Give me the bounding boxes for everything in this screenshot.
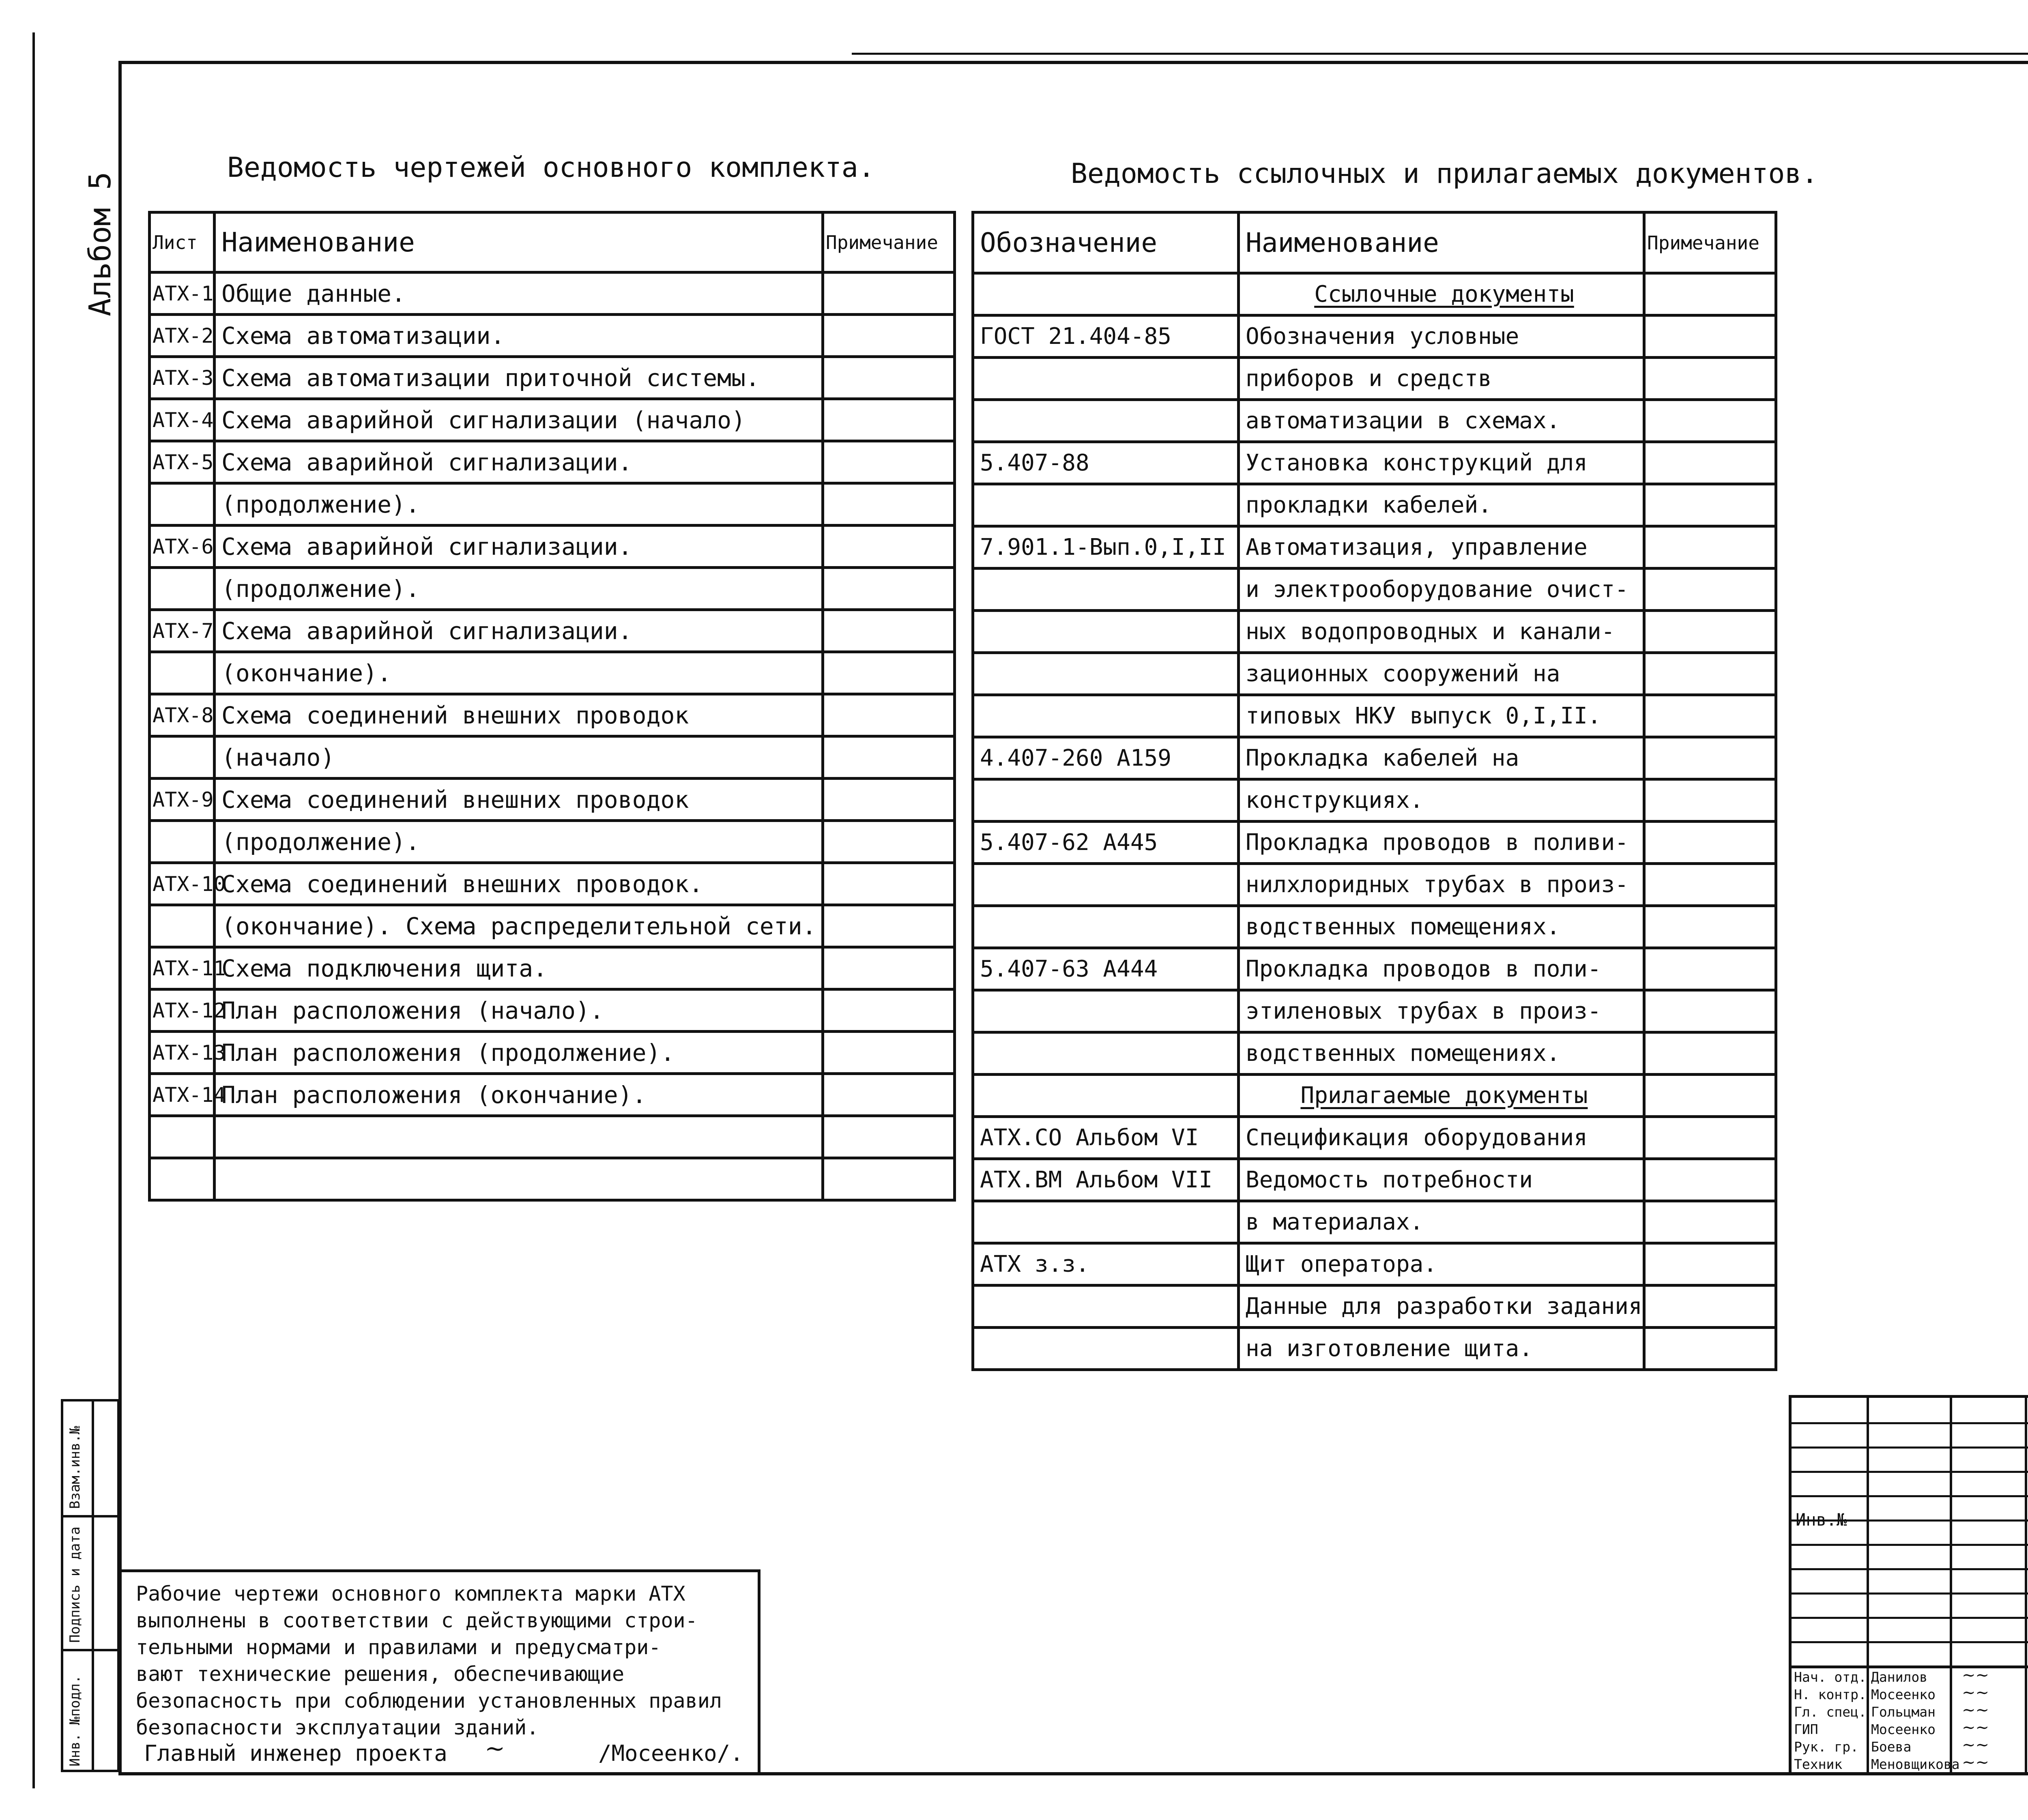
staff-name: Гольцман	[1871, 1704, 1936, 1720]
drawing-note	[823, 610, 955, 652]
reference-code	[973, 611, 1239, 653]
drawing-note	[823, 1116, 955, 1158]
reference-row	[973, 1328, 1776, 1370]
staff-role: ГИП	[1794, 1721, 1818, 1737]
staff-signature: ~~	[1962, 1718, 1989, 1737]
reference-code	[973, 484, 1239, 526]
reference-name: и электрооборудование очист-	[1239, 569, 1644, 611]
reference-note	[1644, 990, 1776, 1032]
drawing-name: (окончание).	[215, 652, 823, 694]
drawings-list-title: Ведомость чертежей основного комплекта.	[227, 152, 875, 184]
reference-name: прокладки кабелей.	[1239, 484, 1644, 526]
drawing-row	[150, 357, 955, 399]
reference-code: 5.407-63 А444	[973, 948, 1239, 990]
reference-row	[973, 1117, 1776, 1159]
reference-code: 4.407-260 А159	[973, 737, 1239, 779]
reference-name: Щит оператора.	[1239, 1243, 1644, 1286]
drawing-row	[150, 947, 955, 989]
reference-row	[973, 779, 1776, 822]
drawing-name: (продолжение).	[215, 483, 823, 526]
drawing-sheet	[150, 736, 215, 779]
reference-code: АТХ з.з.	[973, 1243, 1239, 1286]
drawing-note	[823, 526, 955, 568]
reference-name: Прокладка кабелей на	[1239, 737, 1644, 779]
reference-name: в материалах.	[1239, 1201, 1644, 1243]
reference-row	[973, 1159, 1776, 1201]
drawing-name	[215, 1158, 823, 1200]
staff-signature: ~~	[1962, 1753, 1989, 1772]
reference-name: зационных сооружений на	[1239, 653, 1644, 695]
reference-row	[973, 695, 1776, 737]
drawing-name: План расположения (начало).	[215, 989, 823, 1032]
drawing-sheet: АТХ-10	[150, 863, 215, 905]
top-trim-line	[852, 53, 2028, 55]
drawing-row	[150, 905, 955, 947]
reference-name: нилхлоридных трубах в произ-	[1239, 864, 1644, 906]
reference-row	[973, 653, 1776, 695]
reference-row	[973, 315, 1776, 358]
staff-name: Мосеенко	[1871, 1687, 1936, 1702]
drawing-name: Схема аварийной сигнализации.	[215, 526, 823, 568]
reference-code	[973, 1328, 1239, 1370]
reference-note	[1644, 1328, 1776, 1370]
note-block	[120, 1569, 760, 1772]
reference-note	[1644, 400, 1776, 442]
reference-code	[973, 695, 1239, 737]
drawing-name	[215, 1116, 823, 1158]
reference-row	[973, 569, 1776, 611]
staff-signature: ~~	[1962, 1683, 1989, 1702]
drawing-sheet: АТХ-14	[150, 1074, 215, 1116]
staff-role: Нач. отд.	[1794, 1669, 1867, 1685]
reference-row	[973, 1032, 1776, 1075]
drawings-header-row	[150, 212, 955, 273]
drawing-sheet	[150, 652, 215, 694]
staff-row	[1792, 1703, 2028, 1721]
reference-name: ных водопроводных и канали-	[1239, 611, 1644, 653]
drawing-name: Общие данные.	[215, 273, 823, 315]
drawing-row	[150, 694, 955, 736]
drawing-sheet: АТХ-7	[150, 610, 215, 652]
reference-name: этиленовых трубах в произ-	[1239, 990, 1644, 1032]
reference-row	[973, 400, 1776, 442]
reference-note	[1644, 948, 1776, 990]
reference-name: водственных помещениях.	[1239, 906, 1644, 948]
drawing-name: (продолжение).	[215, 821, 823, 863]
reference-code	[973, 1032, 1239, 1075]
album-label: Альбом 5	[83, 172, 118, 316]
drawing-row	[150, 315, 955, 357]
reference-code: АТХ.СО Альбом VI	[973, 1117, 1239, 1159]
drawing-row	[150, 399, 955, 441]
chief-engineer-name: /Мосеенко/.	[598, 1741, 743, 1766]
reference-row	[973, 611, 1776, 653]
reference-name: Спецификация оборудования	[1239, 1117, 1644, 1159]
stamp-sign-date: Подпись и дата	[67, 1526, 83, 1643]
reference-code	[973, 569, 1239, 611]
drawing-row	[150, 610, 955, 652]
drawing-sheet	[150, 1116, 215, 1158]
drawing-note	[823, 863, 955, 905]
drawing-row	[150, 821, 955, 863]
drawing-sheet: АТХ-11	[150, 947, 215, 989]
drawing-note	[823, 736, 955, 779]
reference-section-heading: Прилагаемые документы	[1239, 1075, 1644, 1117]
reference-header-row	[973, 212, 1776, 273]
reference-note	[1644, 779, 1776, 822]
drawing-note	[823, 1158, 955, 1200]
drawing-sheet: АТХ-8	[150, 694, 215, 736]
reference-note	[1644, 273, 1776, 315]
drawing-name: (продолжение).	[215, 568, 823, 610]
drawing-row	[150, 483, 955, 526]
drawing-sheet: АТХ-9	[150, 779, 215, 821]
reference-code: АТХ.ВМ Альбом VII	[973, 1159, 1239, 1201]
staff-row	[1792, 1718, 2028, 1738]
drawing-sheet	[150, 1158, 215, 1200]
reference-note	[1644, 1201, 1776, 1243]
drawing-row	[150, 863, 955, 905]
staff-role: Техник	[1794, 1756, 1843, 1772]
col-refname-header: Наименование	[1239, 212, 1644, 273]
drawing-name: (окончание). Схема распределительной сети.	[215, 905, 823, 947]
drawing-note	[823, 1032, 955, 1074]
staff-name: Данилов	[1871, 1669, 1928, 1685]
note-line: безопасность при соблюдении установленных правил	[136, 1689, 722, 1713]
note-line: выполнены в соответствии с действующими строи-	[136, 1609, 698, 1632]
inv-label: Инв.№	[1796, 1510, 1847, 1530]
drawing-sheet: АТХ-4	[150, 399, 215, 441]
drawing-note	[823, 947, 955, 989]
drawing-sheet: АТХ-13	[150, 1032, 215, 1074]
drawing-name: План расположения (продолжение).	[215, 1032, 823, 1074]
reference-row	[973, 737, 1776, 779]
reference-note	[1644, 569, 1776, 611]
reference-list-title: Ведомость ссылочных и прилагаемых документов.	[1071, 158, 1818, 190]
reference-note	[1644, 1117, 1776, 1159]
drawing-row	[150, 736, 955, 779]
left-stamp	[61, 1399, 120, 1772]
drawing-row	[150, 1032, 955, 1074]
stamp-inv: Инв. №подл.	[67, 1675, 83, 1766]
reference-code	[973, 906, 1239, 948]
drawing-sheet: АТХ-12	[150, 989, 215, 1032]
reference-code	[973, 400, 1239, 442]
reference-row	[973, 526, 1776, 569]
reference-note	[1644, 695, 1776, 737]
staff-name: Боева	[1871, 1739, 1912, 1755]
binding-line	[32, 32, 35, 1788]
chief-engineer-signature: ~	[485, 1734, 505, 1763]
reference-note	[1644, 1159, 1776, 1201]
drawing-row	[150, 1158, 955, 1200]
frame-top	[120, 61, 2028, 64]
drawing-sheet	[150, 483, 215, 526]
reference-row	[973, 864, 1776, 906]
staff-signature: ~~	[1962, 1736, 1989, 1754]
drawing-note	[823, 483, 955, 526]
staff-name: Мосеенко	[1871, 1721, 1936, 1737]
drawings-table	[148, 211, 956, 1202]
staff-list	[1792, 1668, 2028, 1773]
drawing-sheet	[150, 821, 215, 863]
drawing-note	[823, 399, 955, 441]
drawing-sheet: АТХ-6	[150, 526, 215, 568]
reference-note	[1644, 358, 1776, 400]
reference-note	[1644, 822, 1776, 864]
drawing-sheet: АТХ-1	[150, 273, 215, 315]
reference-name: Автоматизация, управление	[1239, 526, 1644, 569]
reference-section-row	[973, 273, 1776, 315]
reference-code	[973, 653, 1239, 695]
reference-row	[973, 442, 1776, 484]
drawing-note	[823, 821, 955, 863]
title-block	[1789, 1395, 2028, 1772]
reference-note	[1644, 737, 1776, 779]
reference-name: приборов и средств	[1239, 358, 1644, 400]
col-sheet-header: Лист	[150, 212, 215, 273]
drawing-note	[823, 694, 955, 736]
drawing-name: Схема соединений внешних проводок.	[215, 863, 823, 905]
reference-note	[1644, 1286, 1776, 1328]
reference-code	[973, 358, 1239, 400]
reference-body	[973, 273, 1776, 1370]
drawing-name: Схема подключения щита.	[215, 947, 823, 989]
reference-name: на изготовление щита.	[1239, 1328, 1644, 1370]
reference-row	[973, 822, 1776, 864]
staff-role: Гл. спец.	[1794, 1704, 1867, 1720]
staff-role: Рук. гр.	[1794, 1739, 1858, 1755]
note-line: безопасности эксплуатации зданий.	[136, 1716, 539, 1739]
drawing-note	[823, 989, 955, 1032]
drawing-name: План расположения (окончание).	[215, 1074, 823, 1116]
reference-name: конструкциях.	[1239, 779, 1644, 822]
staff-signature: ~~	[1962, 1666, 1989, 1685]
note-line: вают технические решения, обеспечивающие	[136, 1662, 625, 1686]
staff-signature: ~~	[1962, 1701, 1989, 1719]
reference-code: 5.407-88	[973, 442, 1239, 484]
drawing-name: Схема соединений внешних проводок	[215, 694, 823, 736]
drawing-row	[150, 1074, 955, 1116]
drawing-note	[823, 905, 955, 947]
reference-note	[1644, 1075, 1776, 1117]
staff-row	[1792, 1668, 2028, 1686]
reference-row	[973, 484, 1776, 526]
reference-section-row	[973, 1075, 1776, 1117]
drawing-sheet	[150, 568, 215, 610]
reference-code: 5.407-62 А445	[973, 822, 1239, 864]
drawing-note	[823, 315, 955, 357]
staff-name: Меновщикова	[1871, 1756, 1960, 1772]
reference-code	[973, 1201, 1239, 1243]
reference-code	[973, 1286, 1239, 1328]
reference-code	[973, 779, 1239, 822]
staff-role: Н. контр.	[1794, 1687, 1867, 1702]
reference-code	[973, 864, 1239, 906]
drawing-name: (начало)	[215, 736, 823, 779]
col-code-header: Обозначение	[973, 212, 1239, 273]
drawing-row	[150, 441, 955, 483]
col-refnote-header: Примечание	[1644, 212, 1776, 273]
drawing-row	[150, 568, 955, 610]
drawing-sheet: АТХ-2	[150, 315, 215, 357]
drawing-name: Схема автоматизации.	[215, 315, 823, 357]
drawing-note	[823, 568, 955, 610]
reference-row	[973, 1201, 1776, 1243]
drawing-sheet: АТХ-5	[150, 441, 215, 483]
staff-row	[1792, 1753, 2028, 1773]
reference-note	[1644, 611, 1776, 653]
reference-name: типовых НКУ выпуск 0,I,II.	[1239, 695, 1644, 737]
reference-note	[1644, 442, 1776, 484]
reference-name: Обозначения условные	[1239, 315, 1644, 358]
reference-name: Прокладка проводов в поливи-	[1239, 822, 1644, 864]
drawing-note	[823, 1074, 955, 1116]
reference-name: водственных помещениях.	[1239, 1032, 1644, 1075]
reference-note	[1644, 864, 1776, 906]
drawing-row	[150, 989, 955, 1032]
drawing-sheet: АТХ-3	[150, 357, 215, 399]
drawings-body	[150, 273, 955, 1200]
drawing-row	[150, 273, 955, 315]
reference-row	[973, 990, 1776, 1032]
col-name-header: Наименование	[215, 212, 823, 273]
reference-name: Ведомость потребности	[1239, 1159, 1644, 1201]
reference-name: Прокладка проводов в поли-	[1239, 948, 1644, 990]
drawing-name: Схема аварийной сигнализации.	[215, 610, 823, 652]
chief-engineer-label: Главный инженер проекта	[144, 1741, 447, 1766]
drawing-note	[823, 273, 955, 315]
staff-row	[1792, 1683, 2028, 1703]
reference-note	[1644, 653, 1776, 695]
drawing-note	[823, 441, 955, 483]
drawing-sheet	[150, 905, 215, 947]
drawing-row	[150, 526, 955, 568]
col-note-header: Примечание	[823, 212, 955, 273]
reference-note	[1644, 484, 1776, 526]
reference-code: ГОСТ 21.404-85	[973, 315, 1239, 358]
frame-bottom	[118, 1772, 2028, 1775]
drawing-name: Схема соединений внешних проводок	[215, 779, 823, 821]
reference-note	[1644, 315, 1776, 358]
reference-section-heading: Ссылочные документы	[1239, 273, 1644, 315]
drawing-row	[150, 779, 955, 821]
reference-code	[973, 1075, 1239, 1117]
drawing-name: Схема аварийной сигнализации.	[215, 441, 823, 483]
reference-code	[973, 990, 1239, 1032]
reference-row	[973, 948, 1776, 990]
drawing-note	[823, 652, 955, 694]
reference-name: автоматизации в схемах.	[1239, 400, 1644, 442]
reference-code	[973, 273, 1239, 315]
reference-note	[1644, 1243, 1776, 1286]
reference-row	[973, 906, 1776, 948]
reference-code: 7.901.1-Вып.0,I,II	[973, 526, 1239, 569]
drawing-note	[823, 357, 955, 399]
note-line: тельными нормами и правилами и предусматри-	[136, 1635, 661, 1659]
drawing-row	[150, 652, 955, 694]
stamp-replace-inv: Взам.инв.№	[67, 1426, 83, 1509]
note-line: Рабочие чертежи основного комплекта марки АТХ	[136, 1582, 685, 1605]
reference-row	[973, 1286, 1776, 1328]
reference-row	[973, 1243, 1776, 1286]
drawing-note	[823, 779, 955, 821]
reference-note	[1644, 1032, 1776, 1075]
reference-row	[973, 358, 1776, 400]
reference-name: Данные для разработки задания	[1239, 1286, 1644, 1328]
reference-table	[971, 211, 1777, 1371]
drawing-name: Схема аварийной сигнализации (начало)	[215, 399, 823, 441]
reference-note	[1644, 906, 1776, 948]
reference-note	[1644, 526, 1776, 569]
staff-row	[1792, 1738, 2028, 1756]
reference-name: Установка конструкций для	[1239, 442, 1644, 484]
drawing-name: Схема автоматизации приточной системы.	[215, 357, 823, 399]
drawing-row	[150, 1116, 955, 1158]
